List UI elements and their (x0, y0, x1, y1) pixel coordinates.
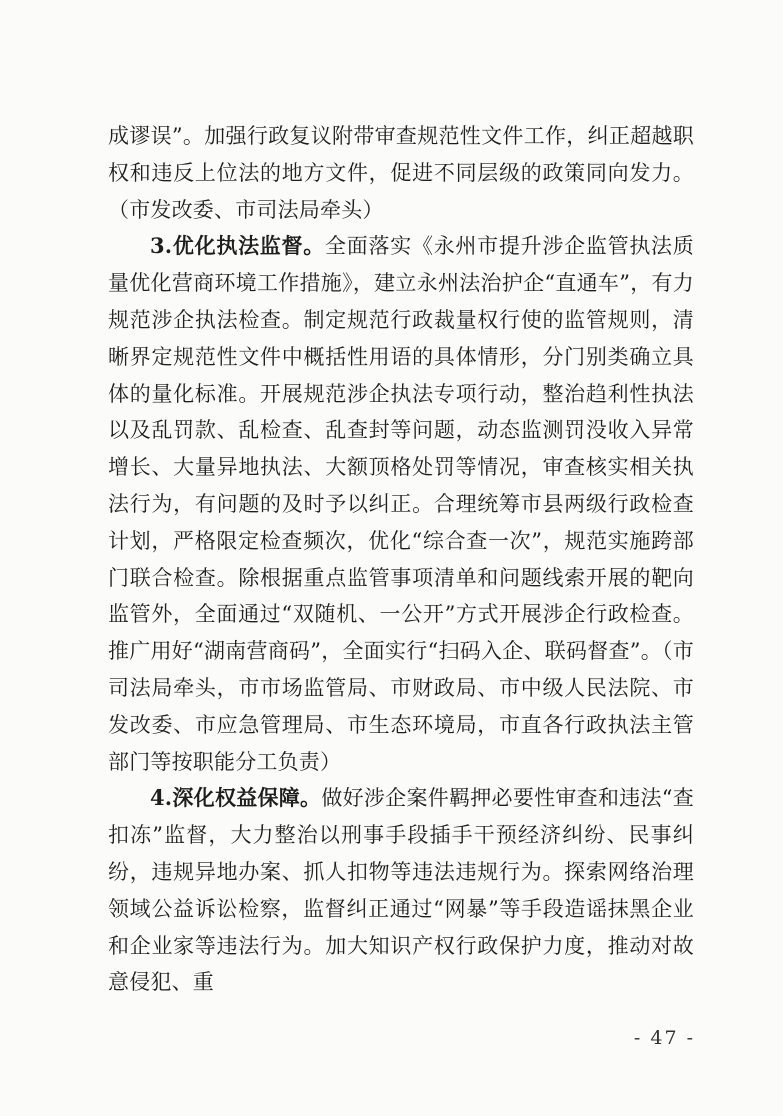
body-text (108, 118, 694, 1001)
paragraph-4 (108, 780, 694, 1001)
paragraph-text: 全面落实《永州市提升涉企监管执法质量优化营商环境工作措施》，建立永州法治护企“直通车”，有力规范涉企执法检查。制定规范行政裁量权行使的监管规则，清晰界定规范性文件中概括性用语的具体情形，分门别类确立具体的量化标准。开展规范涉企执法专项行动，整治趋利性执法以及乱罚款、乱检查、乱查封等问题，动态监测罚没收入异常增长、大量异地执法、大额顶格处罚等情况，审查核实相关执法行为，有问题的及时予以纠正。合理统筹市县两级行政检查计划，严格限定检查频次，优化“综合查一次”，规范实施跨部门联合检查。除根据重点监管事项清单和问题线索开展的靶向监管外，全面通过“双随机、一公开”方式开展涉企行政检查。推广用好“湖南营商码”，全面实行“扫码入企、联码督查”。（市司法局牵头，市市场监管局、市财政局、市中级人民法院、市发改委、市应急管理局、市生态环境局，市直各行政执法主管部门等按职能分工负责） (108, 234, 694, 774)
paragraph-heading: 3.优化执法监督。 (150, 233, 326, 259)
paragraph-text: 成谬误”。加强行政复议附带审查规范性文件工作，纠正超越职权和违反上位法的地方文件，促进不同层级的政策同向发力。（市发改委、市司法局牵头） (108, 124, 694, 222)
paragraph-continuation (108, 118, 694, 228)
paragraph-3 (108, 228, 694, 780)
page-number: - 47 - (633, 1027, 695, 1049)
paragraph-text: 做好涉企案件羁押必要性审查和违法“查扣冻”监督，大力整治以刑事手段插手干预经济纠纷、民事纠纷，违规异地办案、抓人扣物等违法违规行为。探索网络治理领域公益诉讼检察，监督纠正通过“网暴”等手段造谣抹黑企业和企业家等违法行为。加大知识产权行政保护力度，推动对故意侵犯、重 (108, 786, 694, 995)
paragraph-heading: 4.深化权益保障。 (150, 785, 322, 811)
